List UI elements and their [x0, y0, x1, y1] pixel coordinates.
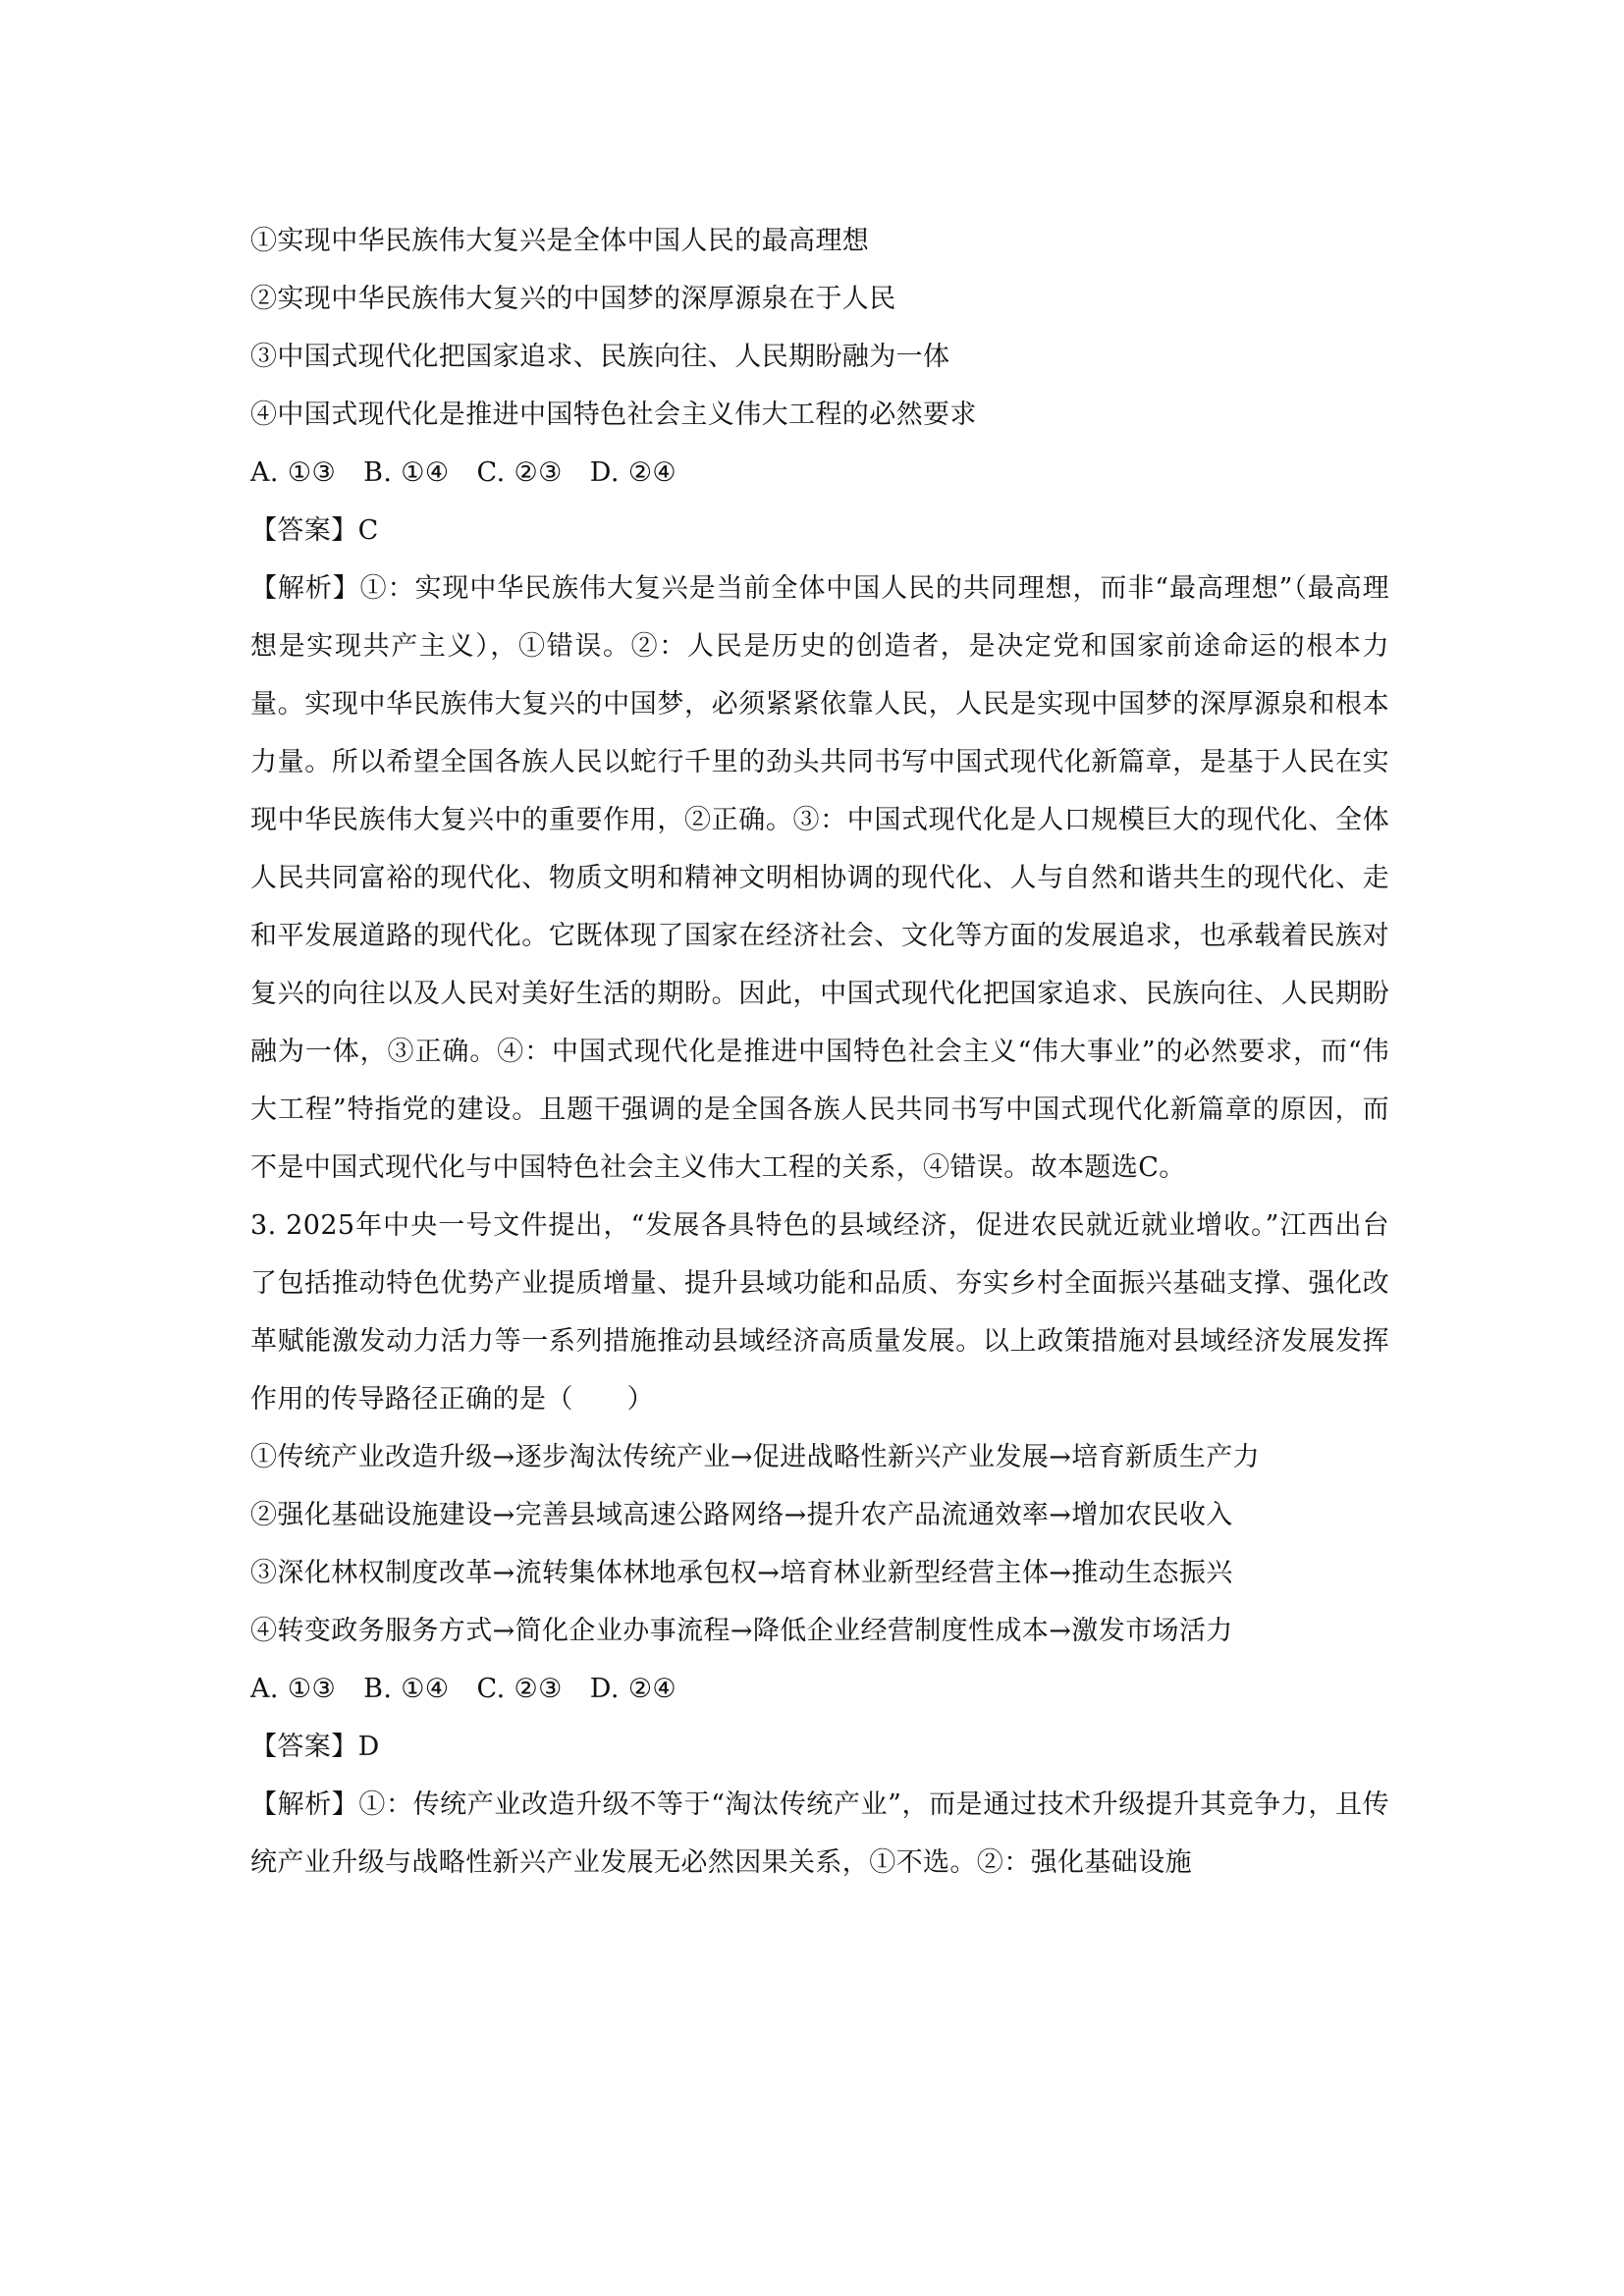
- q3-option-c: C. ②③: [476, 1674, 563, 1704]
- q2-option-a: A. ①③: [250, 457, 337, 488]
- q3-options: [250, 1660, 1389, 1718]
- q3-statement-3: ③深化林权制度改革→流转集体林地承包权→培育林业新型经营主体→推动生态振兴: [250, 1558, 1233, 1588]
- q3-stem: 3. 2025年中央一号文件提出，“发展各具特色的县域经济，促进农民就近就业增收。”江西出台了包括推动特色优势产业提质增量、提升县域功能和品质、夯实乡村全面振兴基础支撑、强化改革赋能激发动力活力等一系列措施推动县域经济高质量发展。以上政策措施对县域经济发展发挥作用的传导路径正确的是（ ）: [250, 1210, 1389, 1415]
- document-page: [250, 212, 1389, 1892]
- q2-statement-3: ③中国式现代化把国家追求、民族向往、人民期盼融为一体: [250, 342, 950, 372]
- q2-statement-4: ④中国式现代化是推进中国特色社会主义伟大工程的必然要求: [250, 400, 977, 430]
- q2-option-c: C. ②③: [476, 457, 563, 488]
- q3-statement-1: ①传统产业改造升级→逐步淘汰传统产业→促进战略性新兴产业发展→培育新质生产力: [250, 1442, 1261, 1472]
- q3-statement-2: ②强化基础设施建设→完善县域高速公路网络→提升农产品流通效率→增加农民收入: [250, 1500, 1233, 1530]
- q2-statement-1: ①实现中华民族伟大复兴是全体中国人民的最高理想: [250, 226, 870, 256]
- q3-option-b: B. ①④: [363, 1674, 450, 1704]
- q2-analysis: 【解析】①：实现中华民族伟大复兴是当前全体中国人民的共同理想，而非“最高理想”（最高理想是实现共产主义），①错误。②：人民是历史的创造者，是决定党和国家前途命运的根本力量。实现中华民族伟大复兴的中国梦，必须紧紧依靠人民，人民是实现中国梦的深厚源泉和根本力量。所以希望全国各族人民以蛇行千里的劲头共同书写中国式现代化新篇章，是基于人民在实现中华民族伟大复兴中的重要作用，②正确。③：中国式现代化是人口规模巨大的现代化、全体人民共同富裕的现代化、物质文明和精神文明相协调的现代化、人与自然和谐共生的现代化、走和平发展道路的现代化。它既体现了国家在经济社会、文化等方面的发展追求，也承载着民族对复兴的向往以及人民对美好生活的期盼。因此，中国式现代化把国家追求、民族向往、人民期盼融为一体，③正确。④：中国式现代化是推进中国特色社会主义“伟大事业”的必然要求，而“伟大工程”特指党的建设。且题干强调的是全国各族人民共同书写中国式现代化新篇章的原因，而不是中国式现代化与中国特色社会主义伟大工程的关系，④错误。故本题选C。: [250, 573, 1389, 1183]
- q2-answer: 【答案】C: [250, 515, 379, 546]
- q3-option-a: A. ①③: [250, 1674, 337, 1704]
- q3-answer: 【答案】D: [250, 1732, 380, 1762]
- q2-option-b: B. ①④: [363, 457, 450, 488]
- q2-options: [250, 444, 1389, 502]
- q2-statement-2: ②实现中华民族伟大复兴的中国梦的深厚源泉在于人民: [250, 284, 896, 314]
- q3-analysis: 【解析】①：传统产业改造升级不等于“淘汰传统产业”，而是通过技术升级提升其竞争力，且传统产业升级与战略性新兴产业发展无必然因果关系，①不选。②：强化基础设施: [250, 1789, 1389, 1878]
- q2-statement-list: [250, 212, 1389, 444]
- q3-statement-list: [250, 1428, 1389, 1660]
- q3-statement-4: ④转变政务服务方式→简化企业办事流程→降低企业经营制度性成本→激发市场活力: [250, 1616, 1233, 1646]
- q2-option-d: D. ②④: [589, 457, 677, 488]
- q3-option-d: D. ②④: [589, 1674, 677, 1704]
